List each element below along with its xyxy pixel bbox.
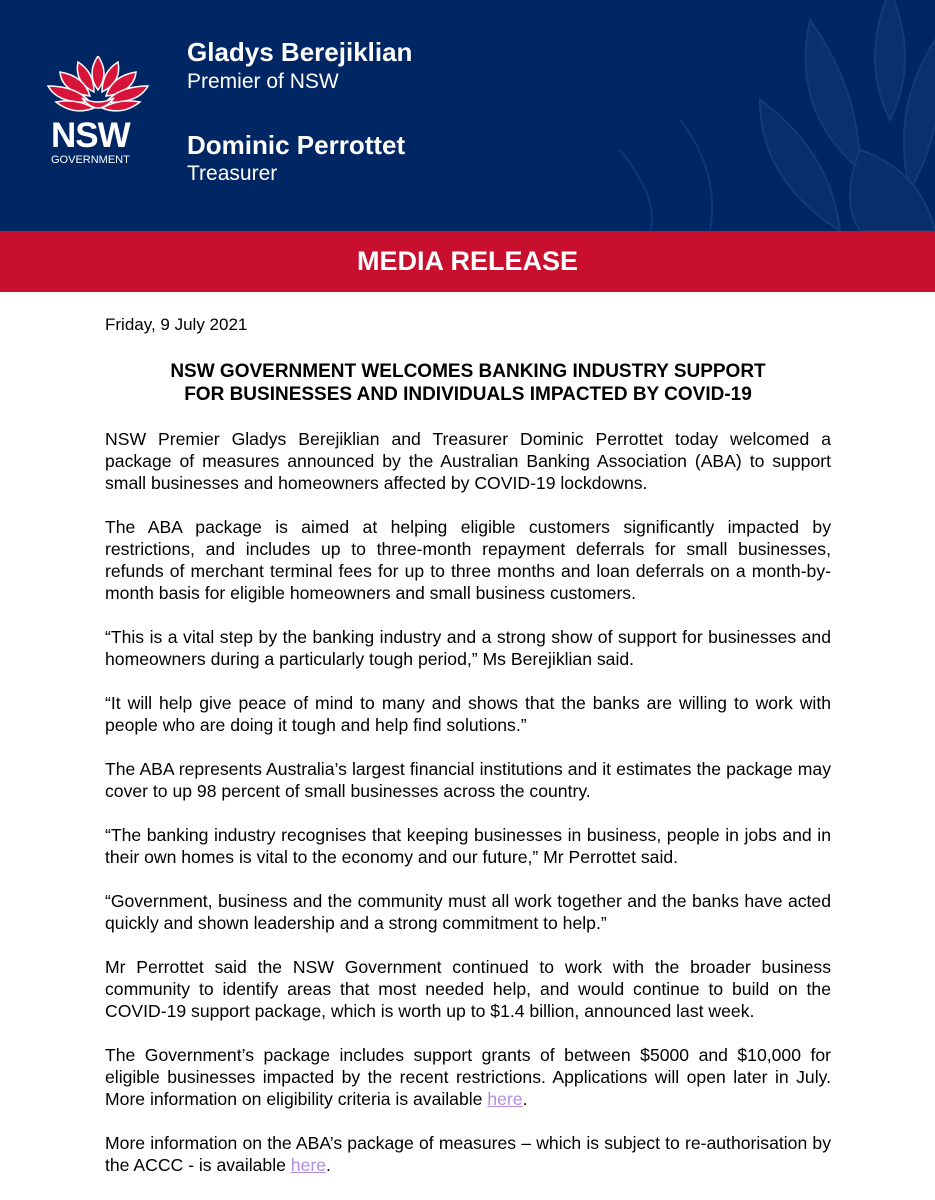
paragraph-grants xyxy=(105,1044,831,1110)
treasurer-title: Treasurer xyxy=(187,162,278,185)
aba-package-here-link[interactable]: here xyxy=(290,1155,327,1175)
paragraph-aba-text: More information on the ABA’s package of measures – which is subject to re-authorisation by the ACCC - is available xyxy=(105,1133,831,1175)
paragraph: “It will help give peace of mind to many and shows that the banks are willing to work with people who are doing it tough and help find solutions.” xyxy=(105,693,831,735)
paragraph-aba-end: . xyxy=(326,1155,331,1175)
release-body xyxy=(0,315,935,1176)
paragraph-grants-end: . xyxy=(522,1089,528,1109)
waratah-icon xyxy=(46,56,150,118)
paragraph: The ABA represents Australia’s largest financial institutions and it estimates the package may cover to up 98 percent of small businesses across the country. xyxy=(105,759,831,801)
paragraph: “Government, business and the community must all work together and the banks have acted quickly and shown leadership and a strong commitment to help.” xyxy=(105,891,831,933)
headline-line: FOR BUSINESSES AND INDIVIDUALS IMPACTED BY COVID-19 xyxy=(184,384,752,405)
waratah-watermark xyxy=(560,0,935,231)
nsw-government-logo xyxy=(46,56,150,168)
logo-nsw-text: NSW xyxy=(51,116,130,155)
treasurer-name: Dominic Perrottet xyxy=(187,130,406,160)
eligibility-here-link[interactable]: here xyxy=(487,1089,523,1109)
paragraph: Mr Perrottet said the NSW Government continued to work with the broader business community to identify areas that most needed help, and would continue to build on the COVID-19 support package, which is worth up to $1.4 billion, announced last week. xyxy=(105,957,831,1021)
paragraph: The ABA package is aimed at helping eligible customers significantly impacted by restrictions, and includes up to three-month repayment deferrals for small businesses, refunds of merchant terminal fees for up to three months and loan deferrals on a month-by-month basis for eligible homeowners and small business customers. xyxy=(105,517,831,603)
headline-line: NSW GOVERNMENT WELCOMES BANKING INDUSTRY SUPPORT xyxy=(170,361,766,382)
premier-name: Gladys Berejiklian xyxy=(187,37,413,67)
release-headline xyxy=(105,360,831,406)
paragraph: “This is a vital step by the banking industry and a strong show of support for businesses and homeowners during a particularly tough period,” Ms Berejiklian said. xyxy=(105,627,831,669)
premier-title: Premier of NSW xyxy=(187,70,339,93)
paragraph: NSW Premier Gladys Berejiklian and Treasurer Dominic Perrottet today welcomed a package of measures announced by the Australian Banking Association (ABA) to support small businesses and homeowners affected by COVID-19 lockdowns. xyxy=(105,429,831,493)
header xyxy=(0,0,935,231)
media-release-banner: MEDIA RELEASE xyxy=(0,231,935,292)
paragraph-grants-text: The Government’s package includes support grants of between $5000 and $10,000 for eligible businesses impacted by the recent restrictions. Applications will open later in July. More information on eligibility criteria is available xyxy=(105,1045,831,1109)
paragraph: “The banking industry recognises that keeping businesses in business, people in jobs and in their own homes is vital to the economy and our future,” Mr Perrottet said. xyxy=(105,825,831,867)
logo-government-text: GOVERNMENT xyxy=(51,154,130,166)
paragraph-aba xyxy=(105,1132,831,1176)
release-date: Friday, 9 July 2021 xyxy=(105,315,248,334)
